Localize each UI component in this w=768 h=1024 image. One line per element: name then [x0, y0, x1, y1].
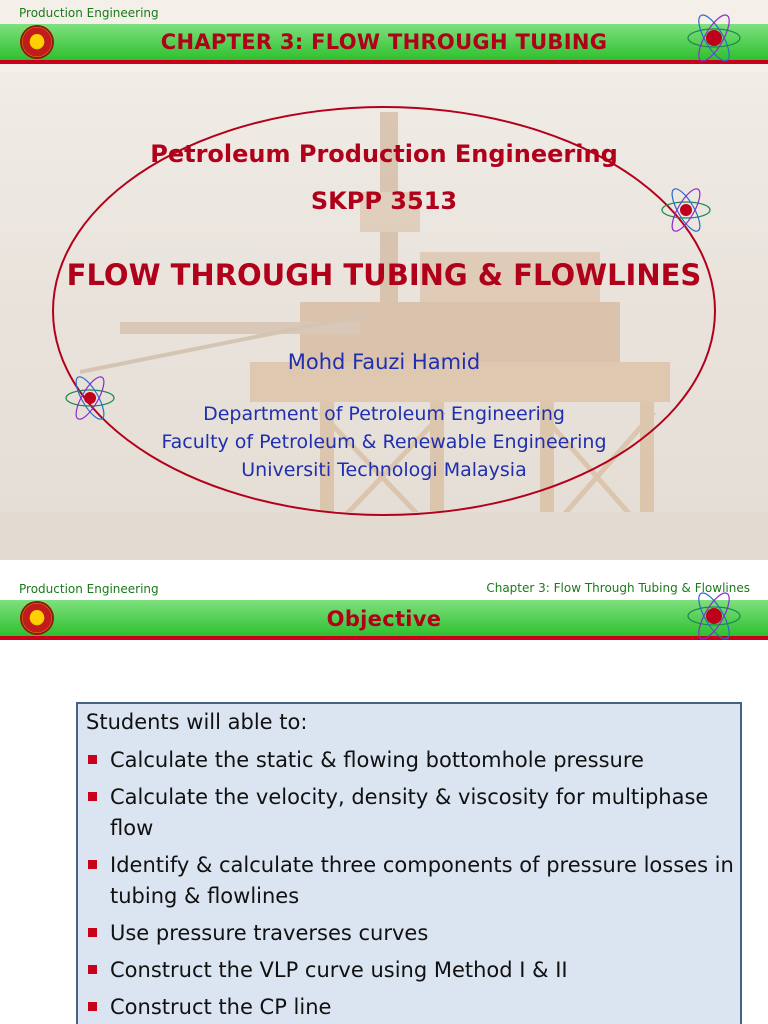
main-title: FLOW THROUGH TUBING & FLOWLINES [66, 258, 702, 292]
objective-slide [0, 572, 768, 1024]
list-item: Construct the CP line [88, 992, 738, 1023]
header-label: Production Engineering [19, 6, 159, 20]
list-item: Calculate the static & flowing bottomhole pressure [88, 745, 738, 776]
chapter-title: CHAPTER 3: FLOW THROUGH TUBING [160, 30, 608, 54]
header-label: Production Engineering [19, 582, 159, 596]
bullet-square-icon [88, 965, 97, 974]
title-bar-underline [0, 636, 768, 640]
atom-icon [684, 8, 744, 68]
title-bar-underline [0, 60, 768, 64]
course-code: SKPP 3513 [310, 187, 458, 215]
slide-gap [0, 560, 768, 572]
header-chapter-label: Chapter 3: Flow Through Tubing & Flowlines [486, 581, 750, 595]
author-name: Mohd Fauzi Hamid [287, 350, 481, 374]
bullet-square-icon [88, 860, 97, 869]
bullet-square-icon [88, 792, 97, 801]
university: Universiti Technologi Malaysia [241, 459, 527, 481]
bullet-square-icon [88, 755, 97, 764]
list-item: Use pressure traverses curves [88, 918, 738, 949]
objective-title: Objective [326, 607, 442, 631]
faculty: Faculty of Petroleum & Renewable Engineering [161, 431, 607, 453]
atom-icon [684, 586, 744, 646]
list-item: Construct the VLP curve using Method I & II [88, 955, 738, 986]
objectives-list [88, 745, 738, 1024]
objectives-intro: Students will able to: [86, 710, 308, 734]
bullet-square-icon [88, 928, 97, 937]
course-name: Petroleum Production Engineering [150, 140, 618, 168]
list-item: Identify & calculate three components of pressure losses in tubing & flowlines [88, 850, 738, 912]
bullet-square-icon [88, 1002, 97, 1011]
department: Department of Petroleum Engineering [203, 403, 565, 425]
list-item: Calculate the velocity, density & viscosity for multiphase flow [88, 782, 738, 844]
